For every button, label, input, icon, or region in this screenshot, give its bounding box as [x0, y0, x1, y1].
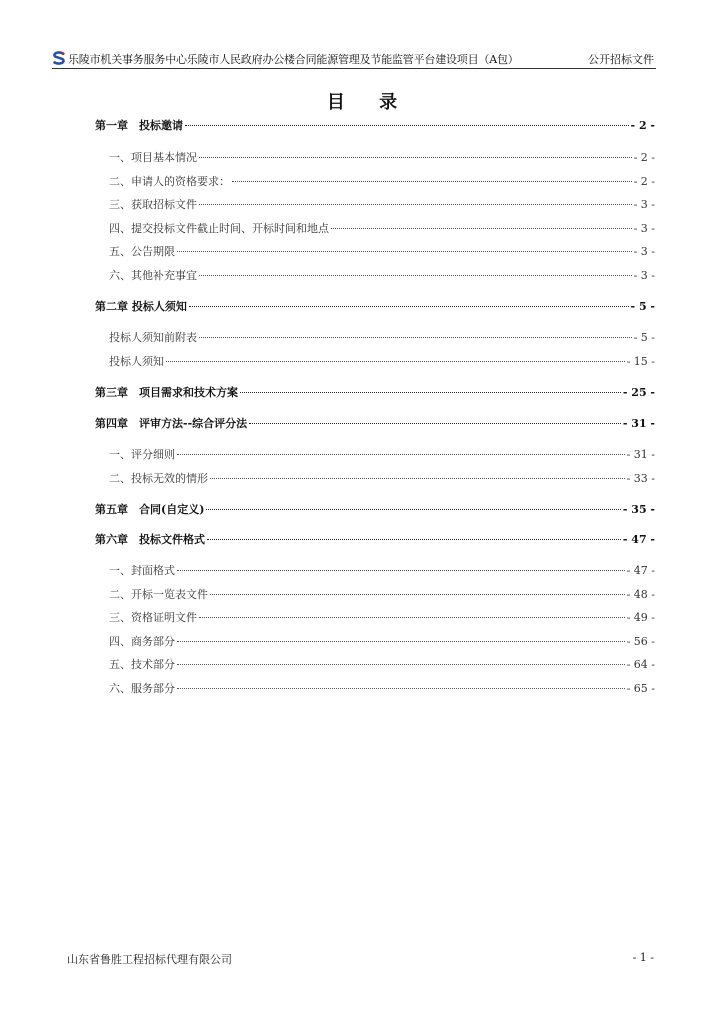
- toc-dot-leader: [199, 275, 632, 276]
- toc-section-entry[interactable]: [95, 243, 655, 259]
- toc-dot-leader: [177, 664, 625, 665]
- toc-section-entry[interactable]: [95, 609, 655, 625]
- toc-dot-leader: [177, 688, 625, 689]
- toc-chapter-entry[interactable]: [95, 298, 655, 314]
- toc-dot-leader: [177, 570, 625, 571]
- page-header: [52, 50, 656, 69]
- toc-entry-page: - 2 -: [633, 151, 655, 164]
- toc-chapter-entry[interactable]: [95, 501, 655, 517]
- header-project-title: 乐陵市机关事务服务中心乐陵市人民政府办公楼合同能源管理及节能监管平台建设项目（A包）: [68, 53, 519, 66]
- toc-dot-leader: [210, 478, 625, 479]
- toc-dot-leader: [249, 423, 621, 424]
- toc-entry-label: 一、项目基本情况: [109, 151, 197, 164]
- toc-entry-label: 一、评分细则: [109, 448, 175, 461]
- toc-dot-leader: [166, 361, 625, 362]
- toc-entry-page: - 33 -: [626, 472, 655, 485]
- toc-dot-leader: [199, 204, 632, 205]
- toc-entry-page: - 3 -: [633, 222, 655, 235]
- toc-entry-page: - 64 -: [626, 658, 655, 671]
- toc-entry-page: - 15 -: [626, 355, 655, 368]
- toc-dot-leader: [232, 181, 632, 182]
- toc-section-entry[interactable]: [95, 586, 655, 602]
- company-logo-icon: [52, 51, 66, 65]
- toc-dot-leader: [207, 539, 621, 540]
- toc-section-entry[interactable]: [95, 267, 655, 283]
- header-document-type: 公开招标文件: [588, 53, 654, 66]
- toc-dot-leader: [177, 251, 632, 252]
- toc-section-entry[interactable]: [95, 220, 655, 236]
- toc-chapter-entry[interactable]: [95, 415, 655, 431]
- toc-section-entry[interactable]: [95, 173, 655, 189]
- toc-dot-leader: [199, 157, 632, 158]
- toc-dot-leader: [199, 337, 632, 338]
- toc-entry-label: 四、提交投标文件截止时间、开标时间和地点: [109, 222, 329, 235]
- toc-section-entry[interactable]: [95, 562, 655, 578]
- toc-dot-leader: [177, 641, 625, 642]
- toc-entry-label: 二、开标一览表文件: [109, 588, 208, 601]
- toc-chapter-entry[interactable]: [95, 384, 655, 400]
- toc-entry-label: 第一章 投标邀请: [95, 119, 183, 132]
- toc-dot-leader: [185, 125, 629, 126]
- toc-section-entry[interactable]: [95, 656, 655, 672]
- toc-section-entry[interactable]: [95, 633, 655, 649]
- toc-entry-page: - 31 -: [626, 448, 655, 461]
- toc-entry-label: 投标人须知: [109, 355, 164, 368]
- toc-entry-label: 四、商务部分: [109, 635, 175, 648]
- toc-dot-leader: [206, 509, 620, 510]
- toc-chapter-entry[interactable]: [95, 117, 655, 133]
- toc-entry-page: - 65 -: [626, 682, 655, 695]
- toc-section-entry[interactable]: [95, 329, 655, 345]
- toc-entry-page: - 47 -: [622, 533, 655, 546]
- toc-entry-label: 第六章 投标文件格式: [95, 533, 205, 546]
- toc-entry-page: - 3 -: [633, 269, 655, 282]
- toc-entry-page: - 5 -: [630, 300, 655, 313]
- toc-dot-leader: [210, 594, 625, 595]
- toc-dot-leader: [177, 454, 625, 455]
- toc-entry-page: - 35 -: [622, 503, 655, 516]
- toc-chapter-entry[interactable]: [95, 531, 655, 547]
- toc-entry-page: - 47 -: [626, 564, 655, 577]
- toc-entry-label: 第五章 合同(自定义): [95, 503, 205, 516]
- toc-entry-page: - 49 -: [626, 611, 655, 624]
- toc-section-entry[interactable]: [95, 446, 655, 462]
- toc-dot-leader: [189, 306, 629, 307]
- toc-entry-page: - 2 -: [630, 119, 655, 132]
- toc-entry-label: 第三章 项目需求和技术方案: [95, 386, 238, 399]
- toc-entry-label: 三、获取招标文件: [109, 198, 197, 211]
- toc-entry-page: - 3 -: [633, 198, 655, 211]
- toc-entry-label: 五、公告期限: [109, 245, 175, 258]
- toc-entry-label: 六、服务部分: [109, 682, 175, 695]
- toc-section-entry[interactable]: [95, 470, 655, 486]
- toc-entry-label: 二、投标无效的情形: [109, 472, 208, 485]
- toc-dot-leader: [240, 392, 621, 393]
- footer-company: 山东省鲁胜工程招标代理有限公司: [67, 953, 232, 966]
- toc-entry-page: - 48 -: [626, 588, 655, 601]
- toc-section-entry[interactable]: [95, 680, 655, 696]
- toc-entry-page: - 56 -: [626, 635, 655, 648]
- toc-entry-label: 投标人须知前附表: [109, 331, 197, 344]
- toc-entry-label: 一、封面格式: [109, 564, 175, 577]
- toc-dot-leader: [199, 617, 625, 618]
- toc-dot-leader: [331, 228, 632, 229]
- toc-entry-label: 二、申请人的资格要求：: [109, 175, 230, 188]
- toc-entry-label: 三、资格证明文件: [109, 611, 197, 624]
- footer-page-number: - 1 -: [632, 951, 654, 964]
- toc-entry-page: - 2 -: [633, 175, 655, 188]
- toc-entry-label: 第四章 评审方法--综合评分法: [95, 417, 248, 430]
- toc-title: 目 录: [326, 92, 412, 113]
- toc-entry-page: - 25 -: [622, 386, 655, 399]
- toc-section-entry[interactable]: [95, 353, 655, 369]
- toc-entry-page: - 31 -: [622, 417, 655, 430]
- toc-entry-page: - 3 -: [633, 245, 655, 258]
- toc-entry-page: - 5 -: [633, 331, 655, 344]
- toc-section-entry[interactable]: [95, 149, 655, 165]
- toc-entry-label: 第二章 投标人须知: [95, 300, 187, 313]
- toc-section-entry[interactable]: [95, 196, 655, 212]
- toc-entry-label: 六、其他补充事宜: [109, 269, 197, 282]
- toc-entry-label: 五、技术部分: [109, 658, 175, 671]
